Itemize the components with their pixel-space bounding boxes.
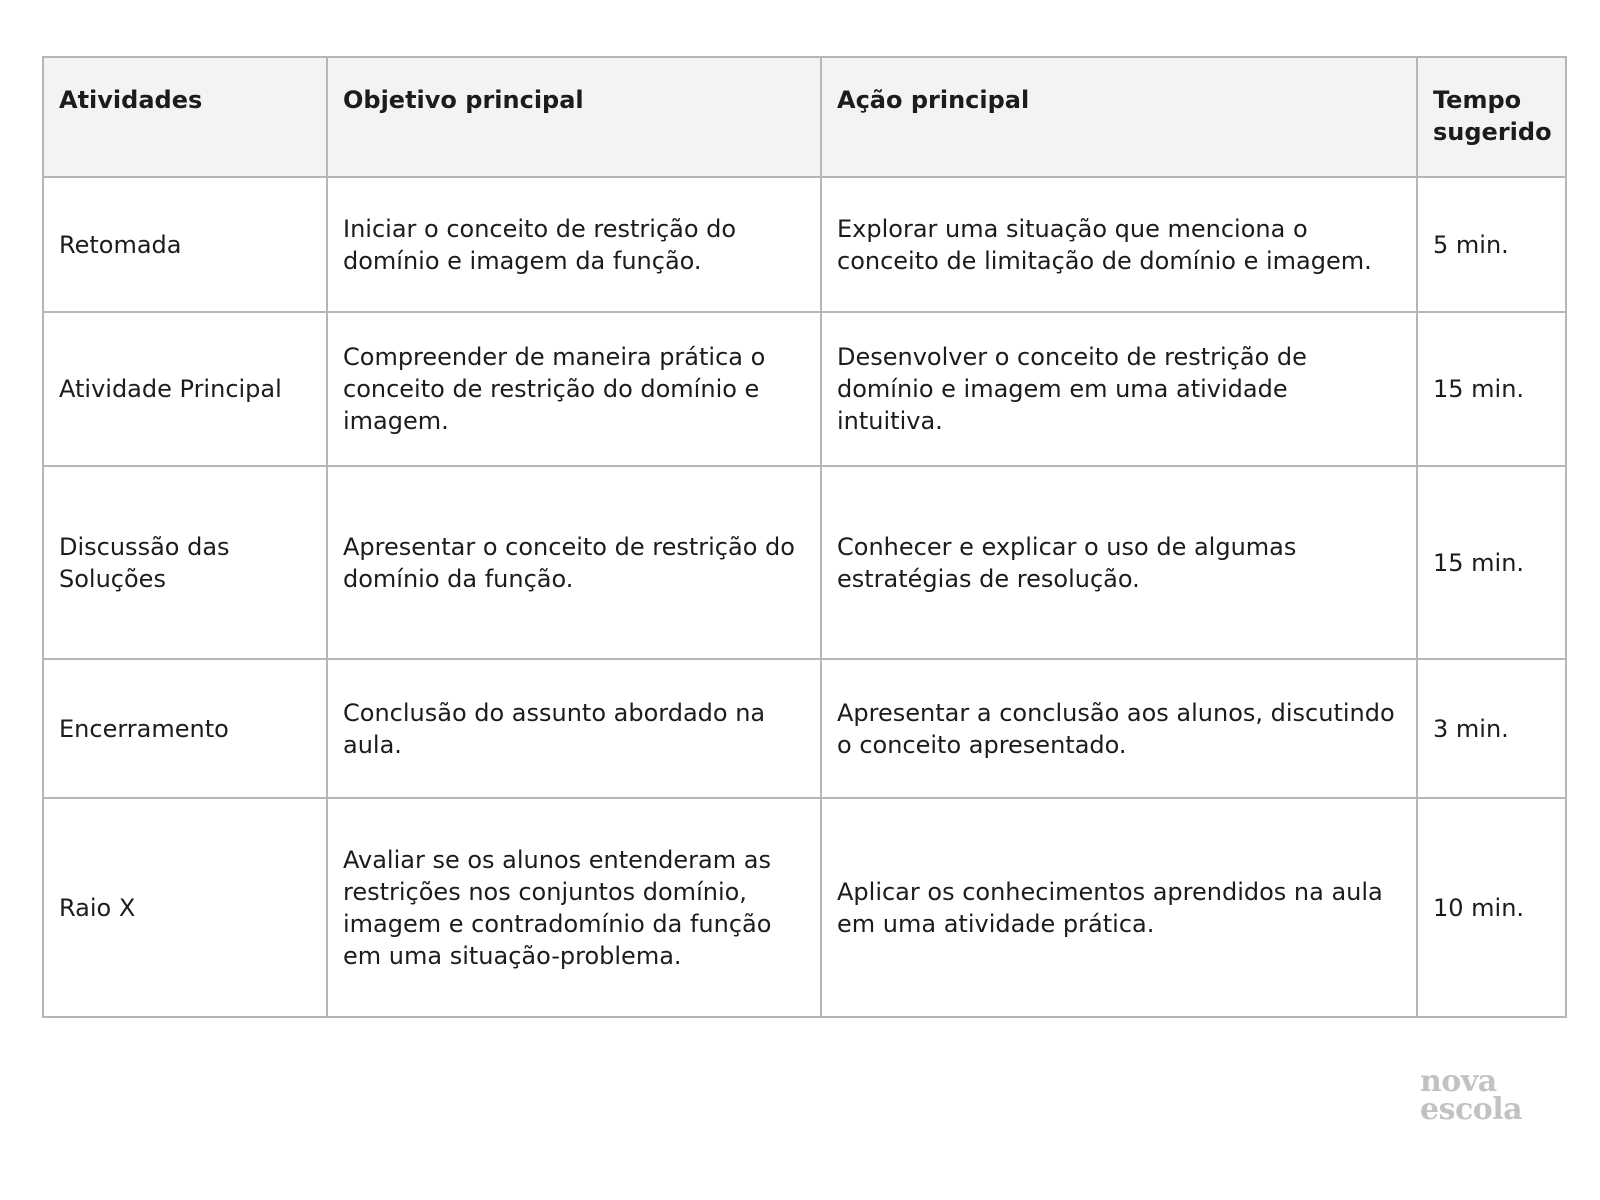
table-row: [43, 659, 1566, 798]
header-objetivo-principal: Objetivo principal: [327, 57, 821, 177]
cell-tempo: 10 min.: [1417, 798, 1566, 1017]
cell-atividade: Retomada: [43, 177, 327, 312]
logo-line-nova: nova: [1420, 1064, 1497, 1099]
cell-acao: Apresentar a conclusão aos alunos, discutindo o conceito apresentado.: [821, 659, 1417, 798]
header-tempo-sugerido: Tempo sugerido: [1417, 57, 1566, 177]
cell-objetivo: Conclusão do assunto abordado na aula.: [327, 659, 821, 798]
cell-objetivo: Compreender de maneira prática o conceito de restrição do domínio e imagem.: [327, 312, 821, 466]
cell-atividade: Raio X: [43, 798, 327, 1017]
cell-objetivo: Avaliar se os alunos entenderam as restrições nos conjuntos domínio, imagem e contradomínio da função em uma situação-problema.: [327, 798, 821, 1017]
logo-line-escola: escola: [1420, 1092, 1523, 1127]
table-row: [43, 312, 1566, 466]
cell-acao: Aplicar os conhecimentos aprendidos na aula em uma atividade prática.: [821, 798, 1417, 1017]
cell-tempo: 15 min.: [1417, 312, 1566, 466]
cell-tempo: 15 min.: [1417, 466, 1566, 659]
cell-objetivo: Iniciar o conceito de restrição do domínio e imagem da função.: [327, 177, 821, 312]
header-acao-principal: Ação principal: [821, 57, 1417, 177]
cell-atividade: Atividade Principal: [43, 312, 327, 466]
table-row: [43, 466, 1566, 659]
header-atividades: Atividades: [43, 57, 327, 177]
cell-acao: Conhecer e explicar o uso de algumas estratégias de resolução.: [821, 466, 1417, 659]
cell-tempo: 3 min.: [1417, 659, 1566, 798]
table-header-row: [43, 57, 1566, 177]
table-row: [43, 177, 1566, 312]
cell-tempo: 5 min.: [1417, 177, 1566, 312]
cell-acao: Explorar uma situação que menciona o conceito de limitação de domínio e imagem.: [821, 177, 1417, 312]
cell-objetivo: Apresentar o conceito de restrição do domínio da função.: [327, 466, 821, 659]
lesson-plan-table: [42, 56, 1567, 1018]
cell-atividade: Encerramento: [43, 659, 327, 798]
nova-escola-logo: [1420, 1064, 1540, 1127]
cell-atividade: Discussão das Soluções: [43, 466, 327, 659]
cell-acao: Desenvolver o conceito de restrição de domínio e imagem em uma atividade intuitiva.: [821, 312, 1417, 466]
table-row: [43, 798, 1566, 1017]
